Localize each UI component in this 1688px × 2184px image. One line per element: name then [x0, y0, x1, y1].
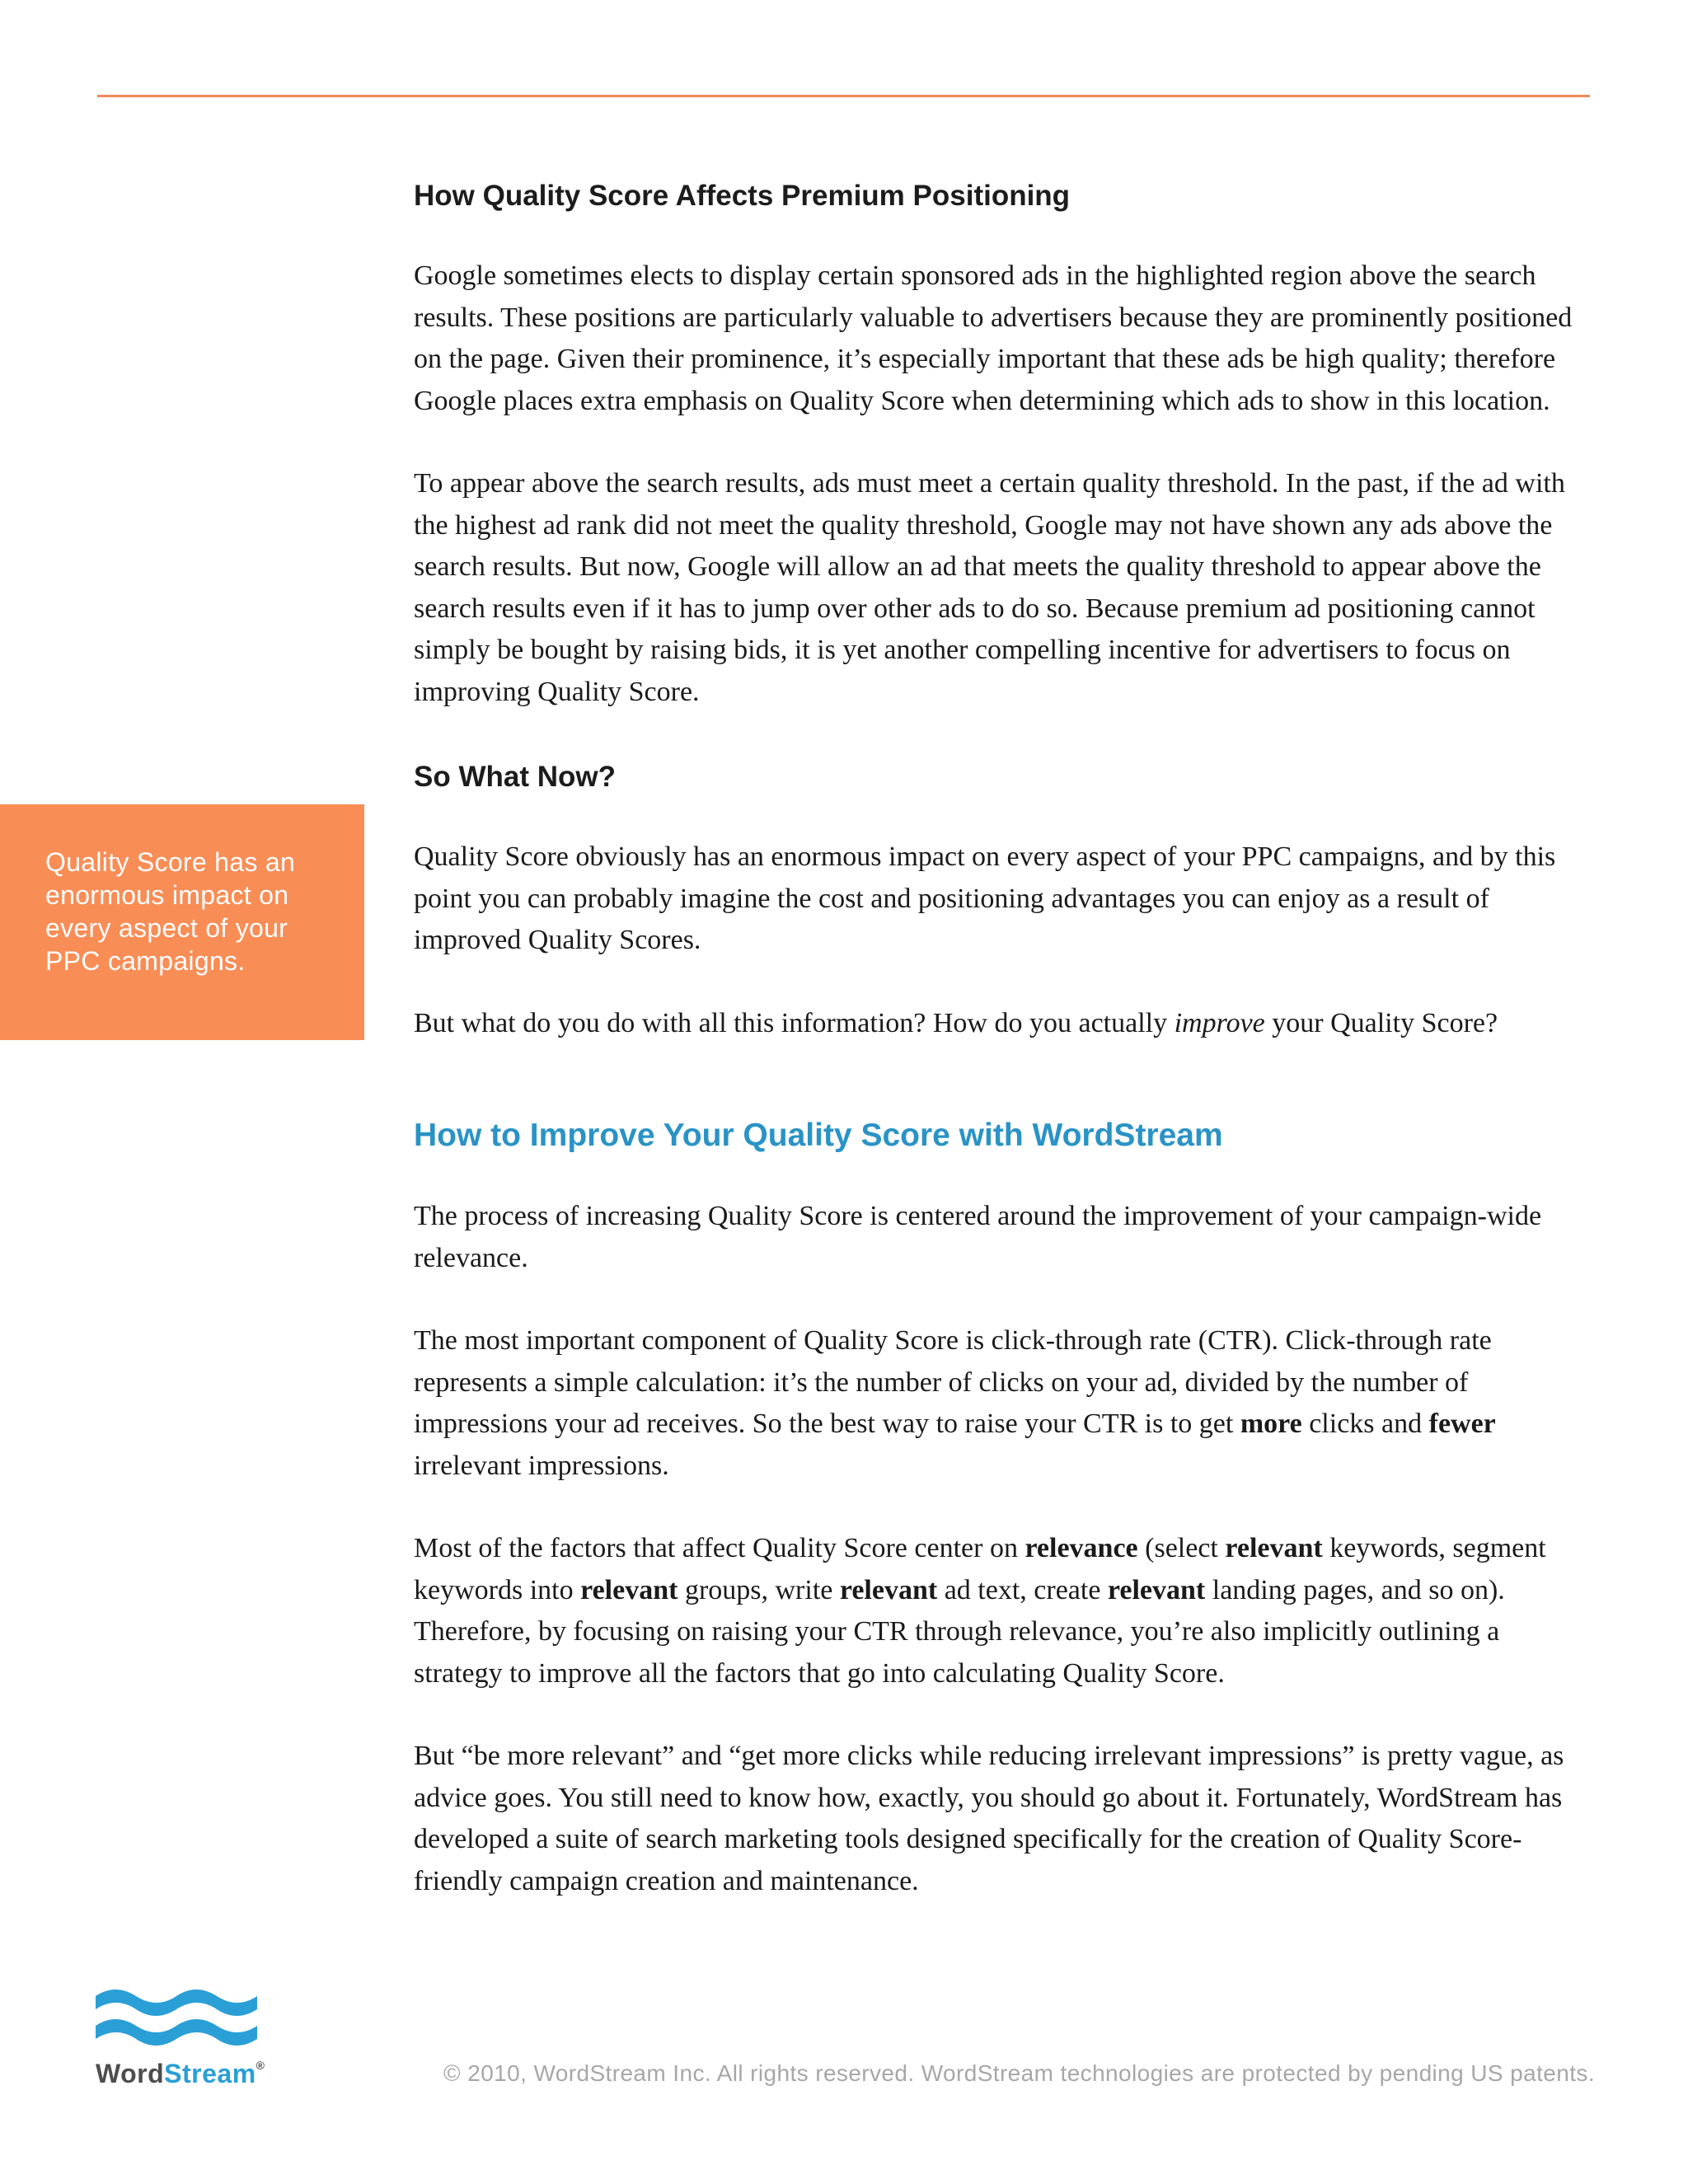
bold-text: relevance: [1025, 1533, 1138, 1563]
heading-so-what-now: So What Now?: [414, 761, 616, 793]
paragraph: But “be more relevant” and “get more clicks while reducing irrelevant impressions” is pretty vague, as advice goes. You still need to know how, exactly, you should go about it. Fortunately, WordStream has developed a suite of search marketing tools designed specifically for the creation of Quality Score-friendly campaign creation and maintenance.: [414, 1741, 1564, 1896]
bold-text: fewer: [1428, 1408, 1496, 1439]
bold-text: more: [1240, 1408, 1302, 1439]
text-run: But what do you do with all this information? How do you actually: [414, 1007, 1175, 1038]
bold-text: relevant: [1225, 1533, 1323, 1563]
paragraph: [414, 1003, 1592, 1045]
pull-quote-text: Quality Score has an enormous impact on every aspect of your PPC campaigns.: [45, 847, 296, 976]
paragraph: Quality Score obviously has an enormous impact on every aspect of your PPC campaigns, and by this point you can probably imagine the cost and positioning advantages you can enjoy as a result of improved Quality Scores.: [414, 841, 1556, 955]
paragraph: Google sometimes elects to display certain sponsored ads in the highlighted region above the search results. These positions are particularly valuable to advertisers because they are prominently positioned on the page. Given their prominence, it’s especially important that these ads be high quality; therefore Google places extra emphasis on Quality Score when determining which ads to show in this location.: [414, 260, 1573, 416]
logo-word-part: Stream: [164, 2059, 256, 2088]
bold-text: relevant: [839, 1574, 938, 1605]
paragraph: [414, 1528, 1592, 1694]
text-run: your Quality Score?: [1264, 1007, 1498, 1038]
logo-wordmark: [96, 2059, 265, 2089]
text-run: landing pages, and so on). Therefore, by focusing on raising your CTR through relevance, you’re also implicitly outlining a strategy to improve all the factors that go into calculating Quality Score.: [414, 1574, 1505, 1689]
registered-mark: ®: [256, 2059, 265, 2072]
wordstream-logo: [96, 1988, 277, 2087]
text-run: groups, write: [678, 1574, 840, 1605]
text-run: clicks and: [1301, 1408, 1429, 1439]
document-body: [414, 173, 1592, 1943]
header-divider: [97, 95, 1590, 97]
heading-improve-quality-score: How to Improve Your Quality Score with WordStream: [414, 1118, 1223, 1153]
emphasis-text: improve: [1174, 1007, 1265, 1038]
text-run: irrelevant impressions.: [414, 1450, 669, 1481]
paragraph: To appear above the search results, ads must meet a certain quality threshold. In the past, if the ad with the highest ad rank did not meet the quality threshold, Google may not have shown any ads above the search results. But now, Google will allow an ad that meets the quality threshold to appear above the search results even if it has to jump over other ads to do so. Because premium ad positioning cannot simply be bought by raising bids, it is yet another compelling incentive for advertisers to focus on improving Quality Score.: [414, 468, 1565, 707]
copyright-footer: © 2010, WordStream Inc. All rights reserved. WordStream technologies are protected by pending US patents.: [443, 2060, 1595, 2086]
paragraph: [414, 1320, 1592, 1487]
text-run: The most important component of Quality Score is click-through rate (CTR). Click-through rate represents a simple calculation: it’s the number of clicks on your ad, divided by the number of impressions your ad receives. So the best way to raise your CTR is to get: [414, 1325, 1492, 1439]
paragraph: The process of increasing Quality Score is centered around the improvement of your campaign-wide relevance.: [414, 1201, 1542, 1273]
text-run: keywords, segment keywords into: [414, 1533, 1546, 1605]
heading-premium-positioning: How Quality Score Affects Premium Positioning: [414, 180, 1071, 212]
text-run: ad text, create: [937, 1574, 1108, 1605]
bold-text: relevant: [580, 1574, 678, 1605]
wave-logo-icon: [96, 1988, 257, 2054]
pull-quote-callout: [0, 804, 364, 1040]
text-run: (select: [1137, 1533, 1226, 1563]
logo-word-part: Word: [96, 2059, 165, 2088]
bold-text: relevant: [1107, 1574, 1206, 1605]
text-run: Most of the factors that affect Quality Score center on: [414, 1533, 1025, 1563]
